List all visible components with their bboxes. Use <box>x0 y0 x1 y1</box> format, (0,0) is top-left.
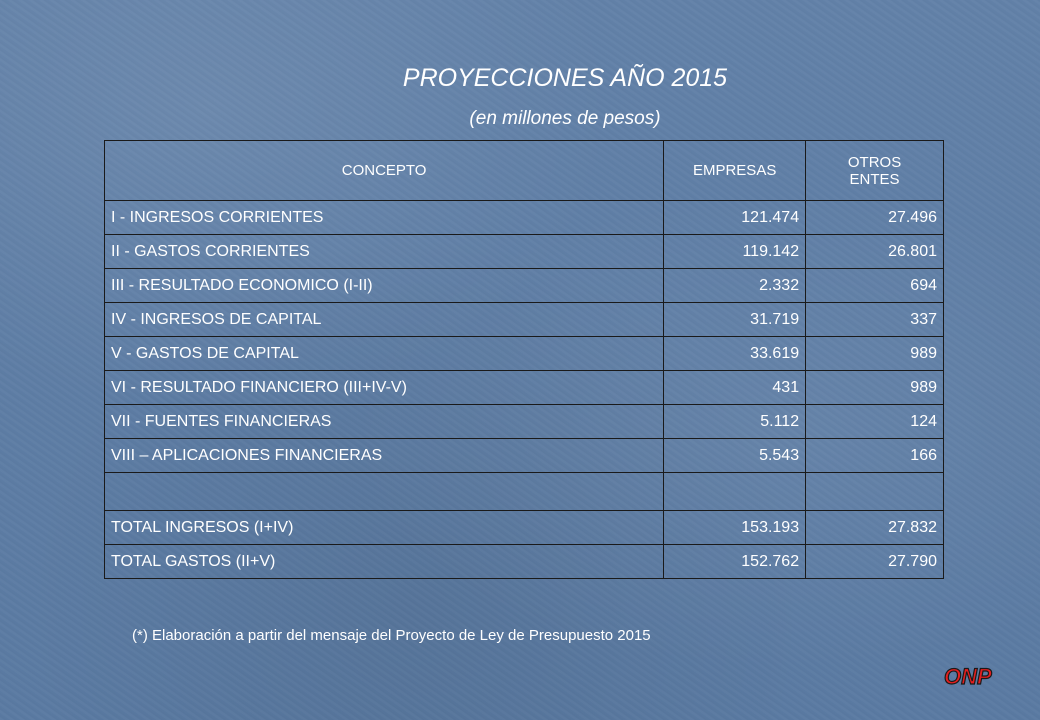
cell-concepto: III - RESULTADO ECONOMICO (I-II) <box>105 269 664 303</box>
cell-concepto: VII - FUENTES FINANCIERAS <box>105 405 664 439</box>
cell-otros: 694 <box>806 269 944 303</box>
cell-otros: 27.790 <box>806 545 944 579</box>
onp-logo <box>942 663 1008 689</box>
cell-otros: 26.801 <box>806 235 944 269</box>
cell-otros: 27.496 <box>806 201 944 235</box>
table-row <box>105 405 944 439</box>
cell-otros: 166 <box>806 439 944 473</box>
column-header-otros-entes: OTROS ENTES <box>806 141 944 201</box>
cell-otros <box>806 473 944 511</box>
table-row <box>105 201 944 235</box>
cell-concepto: IV - INGRESOS DE CAPITAL <box>105 303 664 337</box>
cell-empresas: 33.619 <box>664 337 806 371</box>
table-row <box>105 303 944 337</box>
table-row-empty <box>105 473 944 511</box>
cell-empresas: 5.543 <box>664 439 806 473</box>
table-row-total-ingresos <box>105 511 944 545</box>
cell-empresas: 2.332 <box>664 269 806 303</box>
table-row <box>105 269 944 303</box>
table-row-total-gastos <box>105 545 944 579</box>
column-header-concepto: CONCEPTO <box>105 141 664 201</box>
table-header-row <box>105 141 944 201</box>
cell-otros: 124 <box>806 405 944 439</box>
cell-empresas: 31.719 <box>664 303 806 337</box>
page-subtitle: (en millones de pesos) <box>469 108 661 129</box>
cell-concepto: I - INGRESOS CORRIENTES <box>105 201 664 235</box>
cell-concepto: V - GASTOS DE CAPITAL <box>105 337 664 371</box>
cell-concepto: TOTAL GASTOS (II+V) <box>105 545 664 579</box>
cell-concepto: VIII – APLICACIONES FINANCIERAS <box>105 439 664 473</box>
table-row <box>105 439 944 473</box>
cell-empresas: 153.193 <box>664 511 806 545</box>
table-row <box>105 337 944 371</box>
table-row <box>105 371 944 405</box>
cell-empresas: 5.112 <box>664 405 806 439</box>
cell-concepto: TOTAL INGRESOS (I+IV) <box>105 511 664 545</box>
cell-empresas: 119.142 <box>664 235 806 269</box>
page-title: PROYECCIONES AÑO 2015 <box>402 64 728 92</box>
cell-concepto: VI - RESULTADO FINANCIERO (III+IV-V) <box>105 371 664 405</box>
cell-concepto <box>105 473 664 511</box>
cell-otros: 989 <box>806 337 944 371</box>
table-row <box>105 235 944 269</box>
cell-otros: 27.832 <box>806 511 944 545</box>
column-header-empresas: EMPRESAS <box>664 141 806 201</box>
budget-table <box>104 140 944 579</box>
cell-empresas <box>664 473 806 511</box>
cell-concepto: II - GASTOS CORRIENTES <box>105 235 664 269</box>
onp-logo-text: ONP <box>944 664 992 689</box>
source-note: (*) Elaboración a partir del mensaje del Proyecto de Ley de Presupuesto 2015 <box>132 627 651 644</box>
cell-otros: 989 <box>806 371 944 405</box>
cell-otros: 337 <box>806 303 944 337</box>
cell-empresas: 152.762 <box>664 545 806 579</box>
cell-empresas: 431 <box>664 371 806 405</box>
cell-empresas: 121.474 <box>664 201 806 235</box>
